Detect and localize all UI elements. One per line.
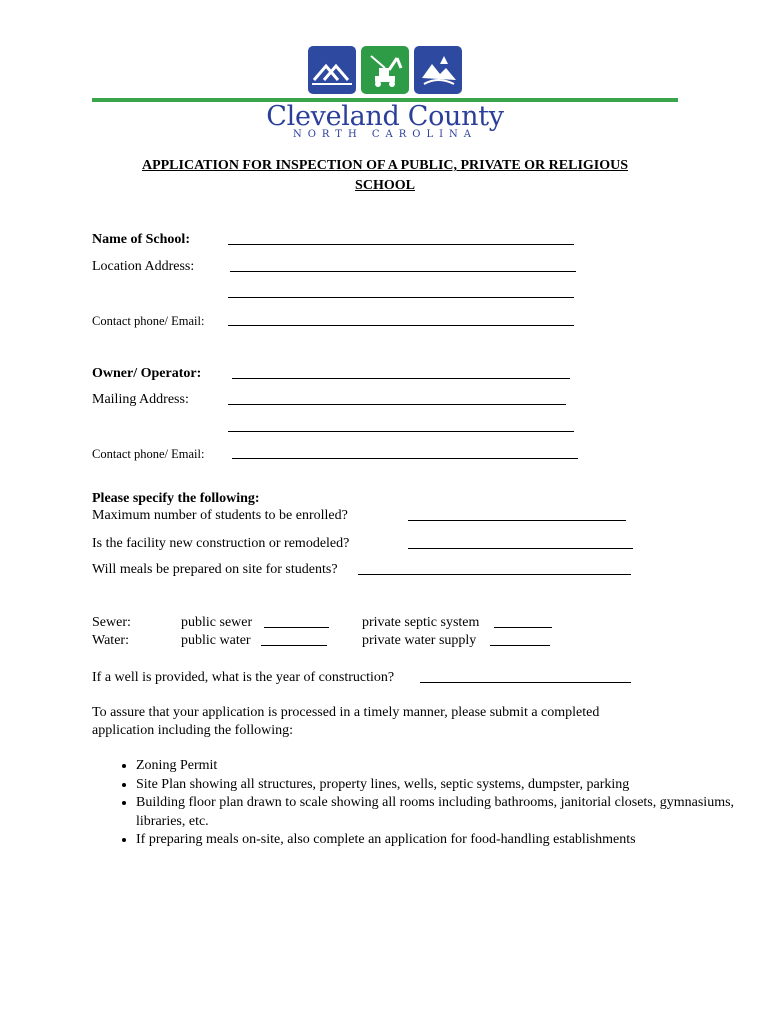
sewer-label: Sewer: xyxy=(92,615,131,630)
requirement-item: • Building floor plan drawn to scale showing all rooms including bathrooms, janitorial closets, gymnasiums, libraries, etc. xyxy=(136,794,736,831)
excavator-icon xyxy=(361,46,409,94)
private-water-field[interactable] xyxy=(490,645,550,646)
school-name-field[interactable] xyxy=(228,244,574,245)
requirement-item: • If preparing meals on-site, also complete an application for food-handling establishments xyxy=(136,831,736,850)
construction-type-field[interactable] xyxy=(408,548,633,549)
specify-heading: Please specify the following: xyxy=(92,491,260,506)
public-sewer-field[interactable] xyxy=(264,627,329,628)
instructions-line2: application including the following: xyxy=(92,723,294,738)
owner-contact-field[interactable] xyxy=(232,458,578,459)
landscape-icon xyxy=(414,46,462,94)
state-name: NORTH CAROLINA xyxy=(292,129,478,140)
mailing-address-label: Mailing Address: xyxy=(92,392,189,407)
form-title-line1: APPLICATION FOR INSPECTION OF A PUBLIC, PRIVATE OR RELIGIOUS xyxy=(141,158,629,173)
school-contact-field[interactable] xyxy=(228,325,574,326)
private-septic-label: private septic system xyxy=(362,615,480,630)
mailing-address-field[interactable] xyxy=(228,404,566,405)
owner-contact-label: Contact phone/ Email: xyxy=(92,447,205,461)
requirement-item: • Site Plan showing all structures, property lines, wells, septic systems, dumpster, parking xyxy=(136,776,736,795)
meals-on-site-label: Will meals be prepared on site for students? xyxy=(92,562,338,577)
requirements-list xyxy=(92,757,736,850)
water-label: Water: xyxy=(92,633,129,648)
mailing-address-field-line2[interactable] xyxy=(228,431,574,432)
public-water-field[interactable] xyxy=(261,645,327,646)
school-name-label: Name of School: xyxy=(92,232,190,247)
private-water-label: private water supply xyxy=(362,633,477,648)
houses-icon xyxy=(308,46,356,94)
location-address-field[interactable] xyxy=(230,271,576,272)
well-year-label: If a well is provided, what is the year of construction? xyxy=(92,670,395,685)
meals-on-site-field[interactable] xyxy=(358,574,631,575)
private-septic-field[interactable] xyxy=(494,627,552,628)
owner-operator-label: Owner/ Operator: xyxy=(92,366,202,381)
location-address-label: Location Address: xyxy=(92,259,195,274)
public-sewer-label: public sewer xyxy=(181,615,253,630)
owner-operator-field[interactable] xyxy=(232,378,570,379)
well-year-field[interactable] xyxy=(420,682,631,683)
requirement-item: • Zoning Permit xyxy=(136,757,736,776)
form-title-line2: SCHOOL xyxy=(355,178,415,193)
public-water-label: public water xyxy=(181,633,251,648)
max-students-field[interactable] xyxy=(408,520,626,521)
construction-type-label: Is the facility new construction or remodeled? xyxy=(92,536,350,551)
max-students-label: Maximum number of students to be enrolled? xyxy=(92,508,348,523)
instructions-line1: To assure that your application is processed in a timely manner, please submit a completed xyxy=(92,705,600,720)
school-contact-label: Contact phone/ Email: xyxy=(92,314,205,328)
location-address-field-line2[interactable] xyxy=(228,297,574,298)
county-name: Cleveland County xyxy=(266,101,504,132)
